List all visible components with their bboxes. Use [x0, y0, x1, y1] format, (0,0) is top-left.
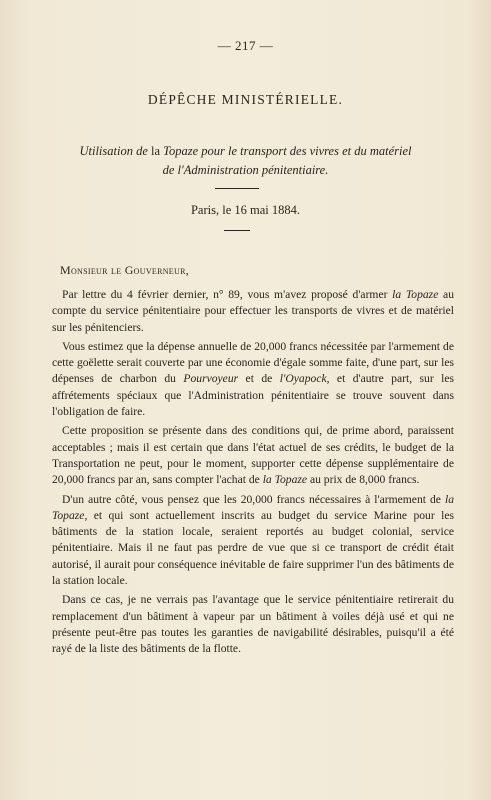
paragraph-4-ship-name: la Topaze: [52, 492, 454, 522]
paragraph-2-text-e: , et d'autre part, sur les affrétements spéciaux que l'Administration pénitentiaire se trouve souvent dans l'obligation de faire.: [52, 372, 454, 419]
paragraph-3-text-a: Cette proposition se présente dans des conditions qui, de prime abord, paraissent acceptables ; mais il est certain que dans l'état actuel de ses crédits, le budget de la Transportation ne peut, pour le moment, supporter cette dépense supplémentaire de 20,000 francs par an, sans compter l'achat de: [52, 424, 454, 487]
subtitle-line2: de l'Administration pénitentiaire.: [162, 163, 329, 177]
paragraph-2-ship-name-1: Pourvoyeur: [183, 372, 239, 386]
paragraph-4-text-c: , et qui sont actuellement inscrits au budget du service Marine pour les bâtiments de la station locale, seraient reportés au budget colonial, service pénitentiaire. Mais il ne faut pas perdre de vue que si ce transport de crédit était autorisé, il aurait pour conséquence inévitable de faire supprimer l'un des bâtiments de la station locale.: [52, 508, 454, 588]
subtitle-part4: pour le transport des vivres et du matériel: [198, 144, 412, 158]
document-title: DÉPÊCHE MINISTÉRIELLE.: [147, 92, 344, 107]
paragraph-1-text-c: au compte du service pénitentiaire pour effectuer les transports de vivres et de matériel sur les pénitenciers.: [52, 288, 454, 334]
subtitle-part3: Topaze: [163, 144, 199, 158]
paragraph-3-text-c: au prix de 8,000 francs.: [307, 473, 420, 487]
paragraph-3: [52, 423, 454, 488]
separator-rule-bottom: [224, 230, 250, 231]
paragraph-2-text-a: Vous estimez que la dépense annuelle de 20,000 francs nécessitée par l'armement de cette goëlette serait couverte par une économie d'égale somme faite, d'une part, sur les dépenses de charbon du: [52, 339, 454, 386]
paragraph-5-text-a: Dans ce cas, je ne verrais pas l'avantage que le service pénitentiaire retirerait du remplacement d'un bâtiment à vapeur par un bâtiment à voiles déjà usé et qui ne présente peut-être pas toutes les garanties de navigabilité désirables, puisqu'il a été rayé de la liste des bâtiments de la flotte.: [52, 593, 454, 656]
paragraph-2-text-c: et de: [238, 372, 280, 386]
paragraph-1: [52, 287, 454, 336]
salutation: Monsieur le Gouverneur,: [60, 263, 190, 277]
paragraph-1-ship-name: la Topaze: [392, 288, 439, 301]
letter-body: [52, 287, 454, 661]
paragraph-2-ship-name-2: l'Oyapock: [279, 372, 327, 386]
paragraph-2: [52, 339, 454, 420]
separator-rule-top: [215, 188, 259, 189]
paragraph-3-ship-name: la Topaze: [262, 473, 308, 487]
paragraph-5: [52, 592, 454, 657]
subtitle-part1: Utilisation de: [79, 144, 148, 158]
paragraph-4-text-a: D'un autre côté, vous pensez que les 20,000 francs nécessaires à l'armement de: [62, 492, 445, 506]
paragraph-1-text-a: Par lettre du 4 février dernier, n° 89, vous m'avez proposé d'armer: [62, 288, 393, 301]
dateline: Paris, le 16 mai 1884.: [190, 203, 300, 217]
paragraph-4: [52, 492, 454, 590]
page-number: — 217 —: [217, 38, 274, 53]
subtitle-part2: la: [147, 144, 164, 158]
document-subtitle: [30, 142, 461, 180]
